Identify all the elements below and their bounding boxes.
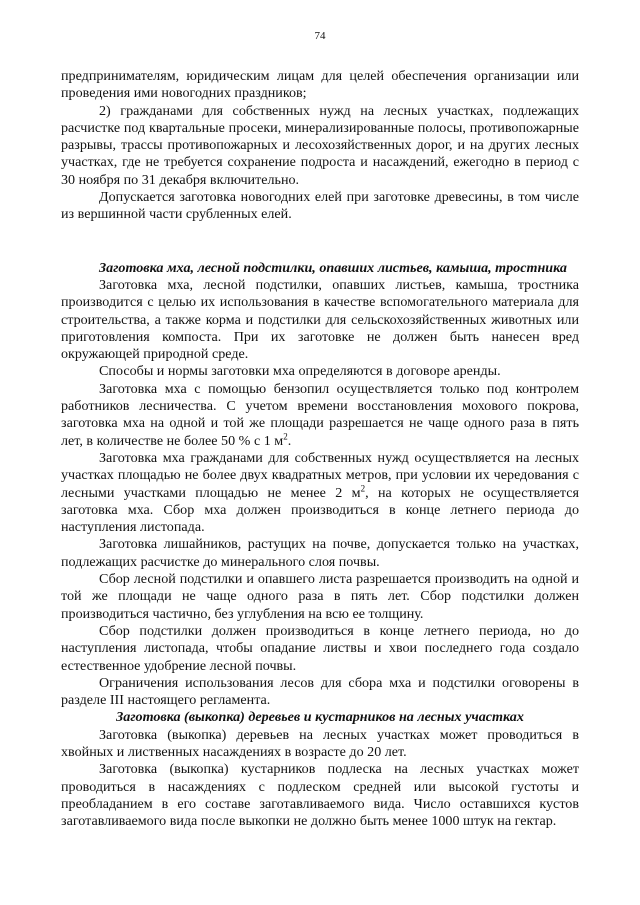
paragraph-trees-digging: Заготовка (выкопка) деревьев на лесных участках может проводиться в хвойных и лиственных насаждениях в возрасте до 20 лет. (61, 726, 579, 760)
paragraph-moss-citizens (61, 450, 579, 536)
superscript: 2 (360, 482, 366, 493)
section-heading-trees-shrubs: Заготовка (выкопка) деревьев и кустарников на лесных участках (116, 709, 524, 726)
paragraph-citizens-own-needs: 2) гражданами для собственных нужд на лесных участках, подлежащих расчистке под квартальные просеки, минерализированные полосы, противопожарные разрывы, трассы противопожарных и лесохозяйственных дорог, и на других лесных участках, где не требуется сохранение подроста и насаждений, ежегодно в период с 30 ноября по 31 декабря включительно. (61, 102, 579, 188)
paragraph-moss-purpose: Заготовка мха, лесной подстилки, опавших листьев, камыша, тростника производится с целью их использования в качестве вспомогательного материала для строительства, а также корма и подстилки для сельскохозяйственных животных или приготовления компоста. При их заготовке не должен быть нанесен вред окружающей природной среде. (61, 276, 579, 363)
text-run: Заготовка мха гражданами для собственных нужд осуществляется на лесных участках площадью не более двух квадратных метров, при условии их чередования с лесными участками площадью не менее 2 м (61, 449, 579, 501)
text-run: . (287, 432, 292, 449)
paragraph-lichens: Заготовка лишайников, растущих на почве, допускается только на участках, подлежащих расчистке до минерального слоя почвы. (61, 536, 579, 570)
text-run: , на которых не осуществляется заготовка мха. Сбор мха должен производиться в конце летнего периода до наступления листопада. (61, 484, 579, 536)
section-gap (61, 224, 579, 260)
paragraph-litter-timing: Сбор подстилки должен производиться в конце летнего периода, но до наступления листопада, чтобы опадание листвы и хвои последнего года создало естественное удобрение лесной почвы. (61, 622, 579, 674)
superscript: 2 (283, 430, 288, 441)
page-number: 74 (314, 30, 326, 42)
paragraph-restrictions: Ограничения использования лесов для сбора мха и подстилки оговорены в разделе III настоящего регламента. (61, 674, 579, 709)
paragraph-entrepreneurs: предпринимателям, юридическим лицам для целей обеспечения организации или проведения ими новогодних праздников; (61, 68, 579, 102)
paragraph-new-year-trees: Допускается заготовка новогодних елей при заготовке древесины, в том числе из вершинной части срубленных елей. (61, 189, 579, 223)
document-body (61, 68, 579, 830)
paragraph-moss-methods: Способы и нормы заготовки мха определяются в договоре аренды. (99, 363, 501, 380)
paragraph-litter-collection: Сбор лесной подстилки и опавшего листа разрешается производить на одной и той же площади не чаще одного раза в пять лет. Сбор подстилки должен производиться частично, без углубления на всю ее толщину. (61, 571, 579, 622)
paragraph-moss-chainsaw (61, 381, 579, 450)
paragraph-shrubs-digging: Заготовка (выкопка) кустарников подлеска на лесных участках может проводиться в насаждениях с подлеском средней или высокой густоты и преобладанием в его составе заготавливаемого вида. Число оставшихся кустов заготавливаемого вида после выкопки не должно быть менее 1000 штук на гектар. (61, 761, 579, 830)
text-run: Заготовка мха с помощью бензопил осуществляется только под контролем работников лесничества. С учетом времени восстановления мохового покрова, заготовка мха на одной и той же площади разрешается не чаще одного раза в пять лет, в количестве не более 50 % с 1 м (61, 380, 579, 449)
section-heading-moss-litter: Заготовка мха, лесной подстилки, опавших листьев, камыша, тростника (99, 259, 567, 276)
